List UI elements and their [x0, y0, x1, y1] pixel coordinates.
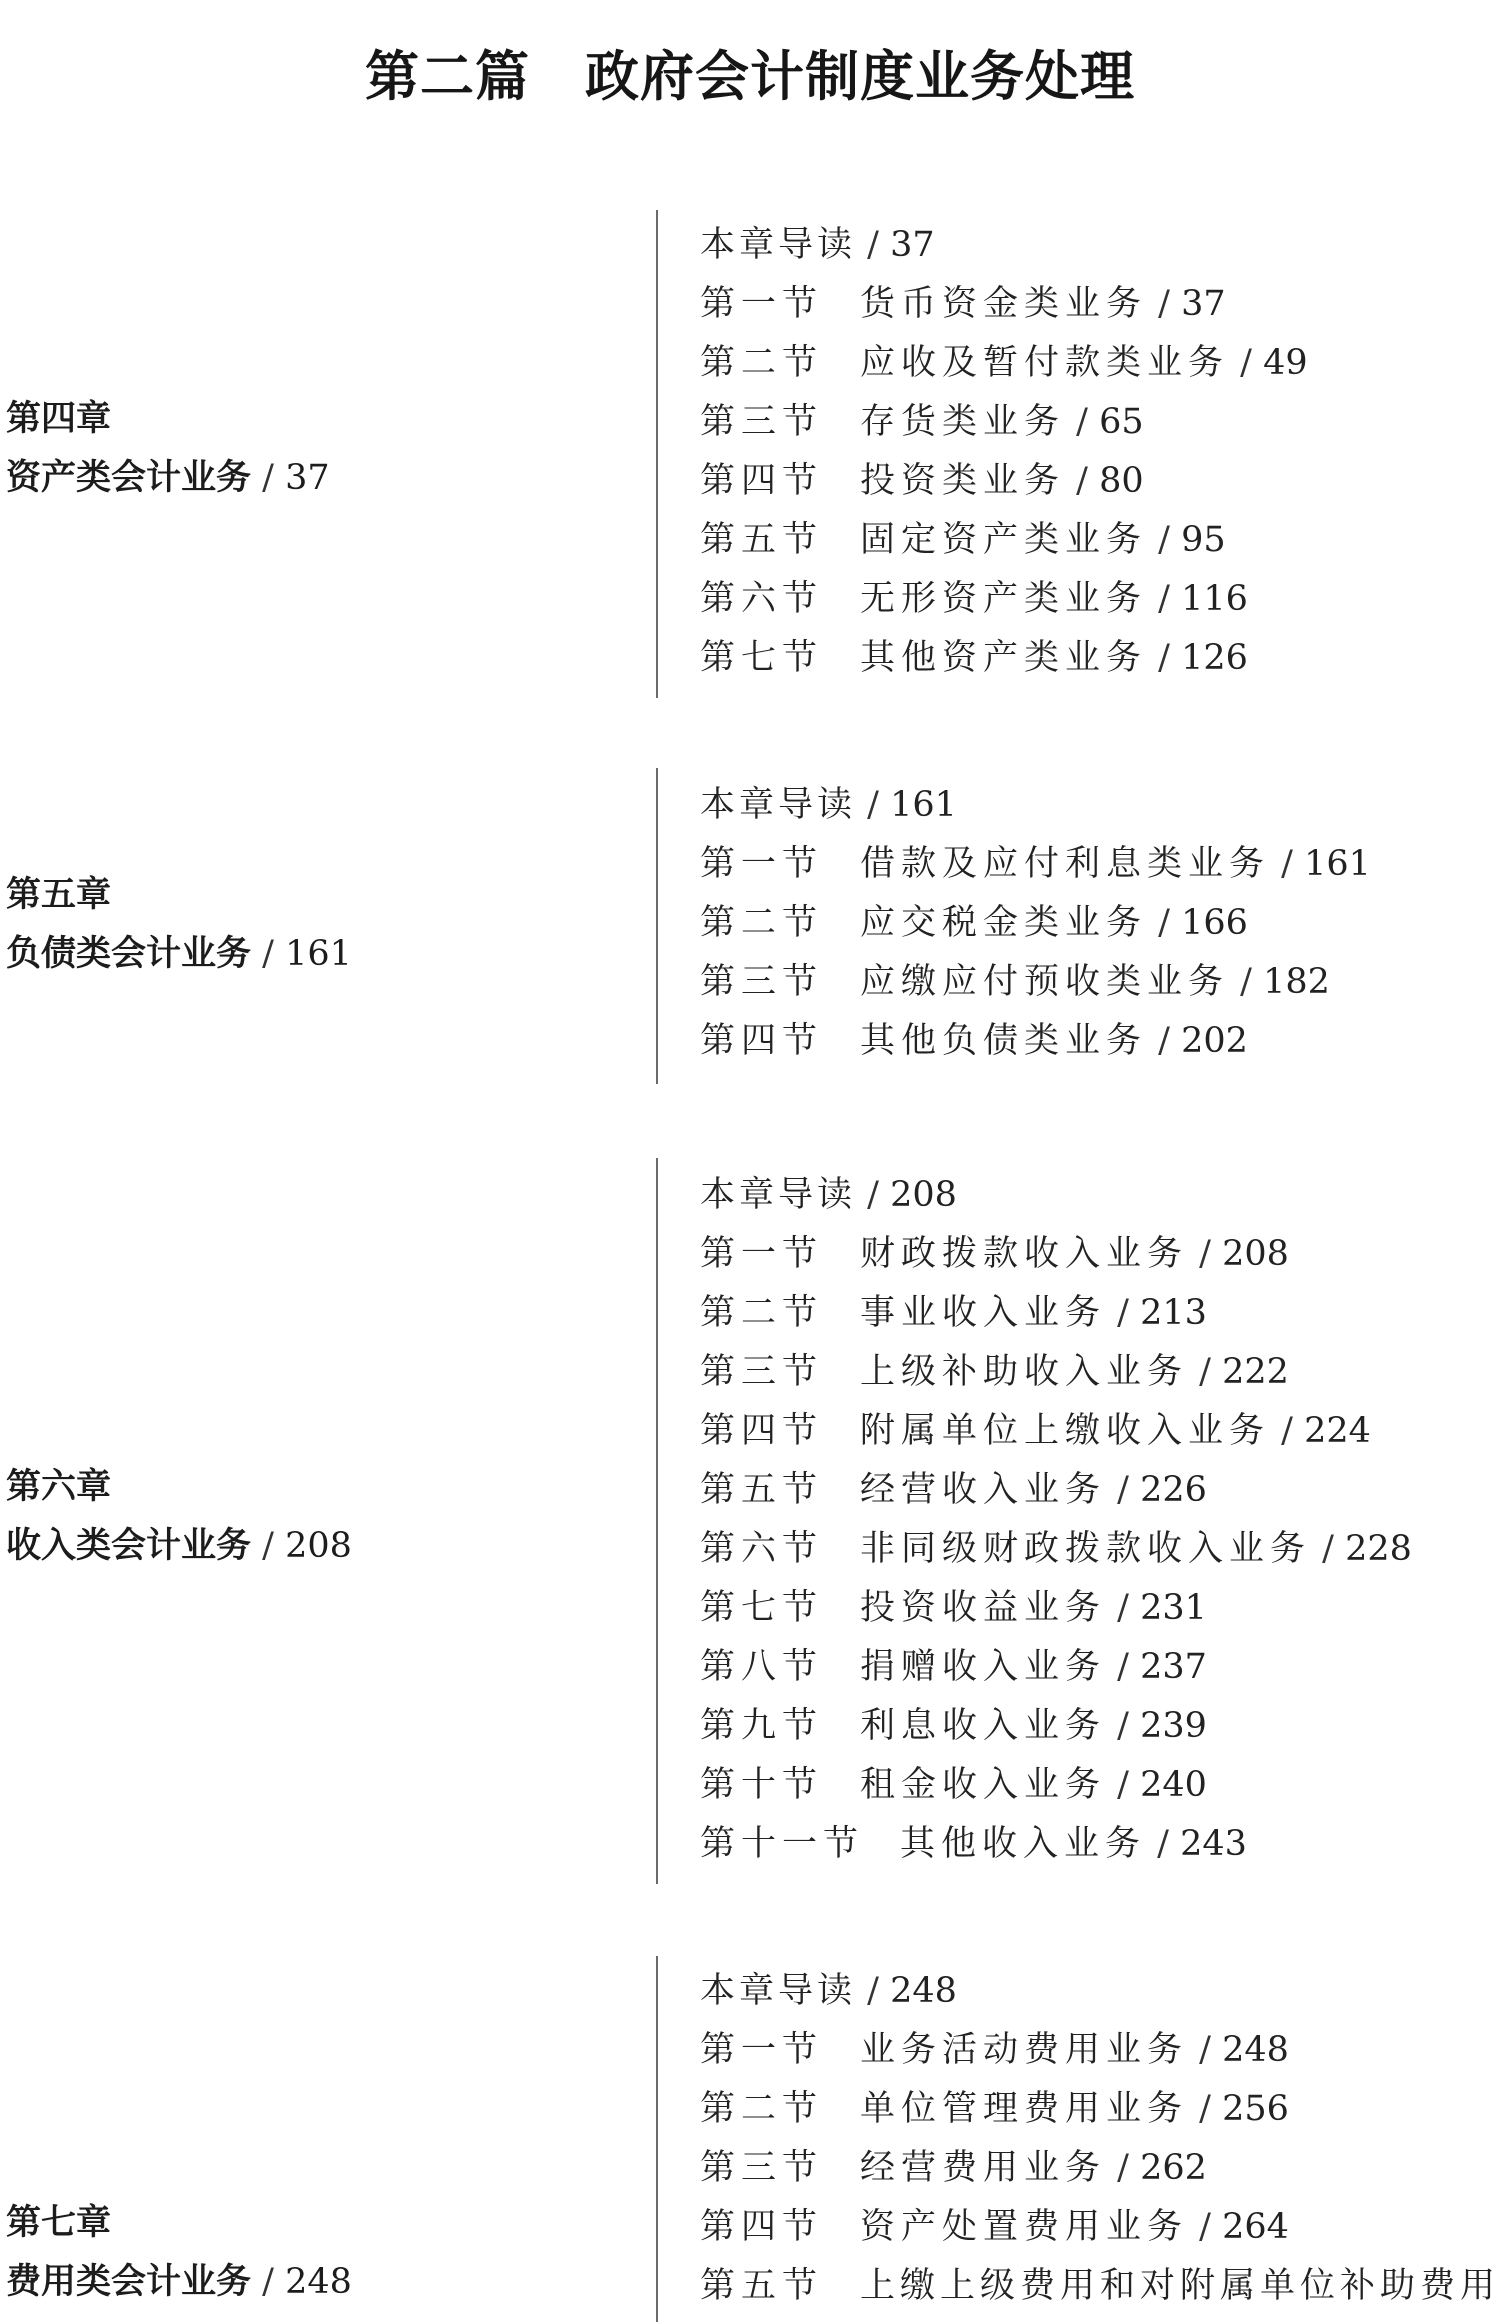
entry-page: 80 [1099, 461, 1144, 501]
toc-entry[interactable]: 第六节 无形资产类业务 / 116 [700, 570, 1308, 629]
entry-title: 上缴上级费用和对附属单位补助费用 [860, 2266, 1500, 2306]
entry-page: 182 [1263, 962, 1330, 1002]
entry-title: 投资类业务 [860, 461, 1066, 501]
entry-page: 231 [1140, 1588, 1207, 1628]
entry-title: 业务活动费用业务 [860, 2030, 1189, 2070]
chapter-page: 248 [285, 2262, 352, 2302]
entry-page: 226 [1140, 1470, 1207, 1510]
toc-entry[interactable]: 第一节 货币资金类业务 / 37 [700, 275, 1308, 334]
chapter-title-line: 资产类会计业务 / 37 [6, 458, 330, 498]
entry-title: 经营收入业务 [860, 1470, 1107, 1510]
entry-title: 无形资产类业务 [860, 579, 1148, 619]
entry-number: 第九节 [700, 1706, 824, 1746]
entry-page: 161 [1304, 844, 1371, 884]
entry-number: 第四节 [700, 461, 824, 501]
entry-page: 262 [1140, 2148, 1207, 2188]
entry-title: 应收及暂付款类业务 [860, 343, 1230, 383]
toc-entry[interactable]: 第三节 存货类业务 / 65 [700, 393, 1308, 452]
toc-entry[interactable]: 第一节 业务活动费用业务 / 248 [700, 2021, 1500, 2080]
toc-entry[interactable]: 本章导读 / 248 [700, 1971, 957, 2011]
toc-entry[interactable]: 第四节 其他负债类业务 / 202 [700, 1012, 1371, 1071]
entry-page: 166 [1181, 903, 1248, 943]
section-list [700, 1166, 1412, 1874]
entry-number: 第一节 [700, 1234, 824, 1274]
chapter-title-line: 负债类会计业务 / 161 [6, 934, 352, 974]
chapter-heading [6, 1458, 352, 1576]
chapter-title: 费用类会计业务 [6, 2262, 252, 2302]
entry-title: 其他资产类业务 [860, 638, 1148, 678]
entry-page: 237 [1140, 1647, 1207, 1687]
section-list [700, 776, 1371, 1071]
entry-number: 第二节 [700, 2089, 824, 2129]
entry-number: 第六节 [700, 1529, 824, 1569]
toc-entry[interactable]: 第五节 固定资产类业务 / 95 [700, 511, 1308, 570]
entry-number: 第三节 [700, 1352, 824, 1392]
entry-title: 租金收入业务 [860, 1765, 1107, 1805]
toc-entry[interactable]: 第二节 事业收入业务 / 213 [700, 1284, 1412, 1343]
entry-number: 第四节 [700, 1411, 824, 1451]
entry-number: 第七节 [700, 1588, 824, 1628]
toc-entry[interactable]: 第十节 租金收入业务 / 240 [700, 1756, 1412, 1815]
entry-number: 第十节 [700, 1765, 824, 1805]
entry-number: 第六节 [700, 579, 824, 619]
entry-number: 第二节 [700, 343, 824, 383]
divider-line [656, 210, 658, 698]
entry-page: 208 [890, 1175, 957, 1215]
toc-entry[interactable]: 第七节 其他资产类业务 / 126 [700, 629, 1308, 688]
section-list [700, 216, 1308, 688]
chapter-title-line: 费用类会计业务 / 248 [6, 2262, 352, 2302]
entry-page: 248 [890, 1971, 957, 2011]
toc-entry[interactable]: 第八节 捐赠收入业务 / 237 [700, 1638, 1412, 1697]
entry-number: 第三节 [700, 2148, 824, 2188]
entry-number: 第一节 [700, 2030, 824, 2070]
entry-page: 243 [1180, 1824, 1247, 1864]
entry-page: 222 [1222, 1352, 1289, 1392]
entry-title: 应交税金类业务 [860, 903, 1148, 943]
entry-page: 161 [890, 785, 957, 825]
entry-page: 37 [1181, 284, 1226, 324]
entry-number: 第四节 [700, 1021, 824, 1061]
entry-page: 248 [1222, 2030, 1289, 2070]
part-title: 第二篇 政府会计制度业务处理 [365, 45, 1135, 108]
entry-number: 第一节 [700, 284, 824, 324]
chapter-title: 收入类会计业务 [6, 1526, 252, 1566]
entry-title: 事业收入业务 [860, 1293, 1107, 1333]
entry-title: 其他收入业务 [900, 1824, 1147, 1864]
entry-title: 上级补助收入业务 [860, 1352, 1189, 1392]
entry-title: 财政拨款收入业务 [860, 1234, 1189, 1274]
chapter-title: 资产类会计业务 [6, 458, 252, 498]
toc-entry[interactable]: 第四节 附属单位上缴收入业务 / 224 [700, 1402, 1412, 1461]
entry-page: 224 [1304, 1411, 1371, 1451]
entry-number: 第五节 [700, 1470, 824, 1510]
entry-label: 本章导读 [700, 1971, 857, 2011]
entry-number: 第二节 [700, 1293, 824, 1333]
chapter-heading [6, 866, 352, 984]
entry-title: 借款及应付利息类业务 [860, 844, 1271, 884]
toc-entry[interactable]: 本章导读 / 208 [700, 1175, 957, 1215]
entry-title: 存货类业务 [860, 402, 1066, 442]
entry-number: 第二节 [700, 903, 824, 943]
entry-page: 202 [1181, 1021, 1248, 1061]
entry-page: 208 [1222, 1234, 1289, 1274]
divider-line [656, 1956, 658, 2322]
toc-entry[interactable]: 第九节 利息收入业务 / 239 [700, 1697, 1412, 1756]
entry-title: 其他负债类业务 [860, 1021, 1148, 1061]
entry-number: 第三节 [700, 402, 824, 442]
toc-entry[interactable]: 第二节 应收及暂付款类业务 / 49 [700, 334, 1308, 393]
entry-page: 239 [1140, 1706, 1207, 1746]
entry-title: 应缴应付预收类业务 [860, 962, 1230, 1002]
entry-page: 37 [890, 225, 935, 265]
entry-title: 固定资产类业务 [860, 520, 1148, 560]
chapter-number: 第七章 [6, 2203, 112, 2243]
chapter-number: 第六章 [6, 1467, 112, 1507]
entry-number: 第八节 [700, 1647, 824, 1687]
entry-title: 利息收入业务 [860, 1706, 1107, 1746]
entry-title: 投资收益业务 [860, 1588, 1107, 1628]
chapter-number: 第四章 [6, 399, 112, 439]
entry-number: 第三节 [700, 962, 824, 1002]
toc-entry[interactable]: 本章导读 / 161 [700, 785, 957, 825]
entry-label: 本章导读 [700, 1175, 857, 1215]
toc-entry[interactable]: 第二节 单位管理费用业务 / 256 [700, 2080, 1500, 2139]
entry-page: 95 [1181, 520, 1226, 560]
entry-number: 第十一节 [700, 1824, 865, 1864]
entry-title: 附属单位上缴收入业务 [860, 1411, 1271, 1451]
toc-entry[interactable]: 第五节 经营收入业务 / 226 [700, 1461, 1412, 1520]
entry-label: 本章导读 [700, 785, 857, 825]
entry-label: 本章导读 [700, 225, 857, 265]
toc-entry[interactable]: 第十一节 其他收入业务 / 243 [700, 1815, 1412, 1874]
entry-page: 49 [1263, 343, 1308, 383]
toc-entry[interactable]: 第三节 经营费用业务 / 262 [700, 2139, 1500, 2198]
section-list [700, 1962, 1500, 2316]
divider-line [656, 768, 658, 1084]
entry-number: 第五节 [700, 2266, 824, 2306]
chapter-page: 208 [285, 1526, 352, 1566]
chapter-number: 第五章 [6, 875, 112, 915]
entry-page: 228 [1345, 1529, 1412, 1569]
entry-title: 捐赠收入业务 [860, 1647, 1107, 1687]
toc-entry[interactable]: 第七节 投资收益业务 / 231 [700, 1579, 1412, 1638]
toc-entry[interactable]: 第四节 资产处置费用业务 / 264 [700, 2198, 1500, 2257]
toc-entry[interactable]: 第一节 借款及应付利息类业务 / 161 [700, 835, 1371, 894]
chapter-page: 161 [285, 934, 352, 974]
toc-entry[interactable]: 第三节 上级补助收入业务 / 222 [700, 1343, 1412, 1402]
entry-page: 240 [1140, 1765, 1207, 1805]
divider-line [656, 1158, 658, 1884]
chapter-page: 37 [285, 458, 330, 498]
entry-title: 货币资金类业务 [860, 284, 1148, 324]
entry-number: 第七节 [700, 638, 824, 678]
toc-entry[interactable]: 第六节 非同级财政拨款收入业务 / 228 [700, 1520, 1412, 1579]
chapter-heading [6, 2194, 352, 2312]
toc-entry[interactable]: 本章导读 / 37 [700, 225, 935, 265]
toc-entry[interactable]: 第三节 应缴应付预收类业务 / 182 [700, 953, 1371, 1012]
entry-page: 213 [1140, 1293, 1207, 1333]
entry-number: 第五节 [700, 520, 824, 560]
toc-entry[interactable]: 第二节 应交税金类业务 / 166 [700, 894, 1371, 953]
toc-entry[interactable]: 第四节 投资类业务 / 80 [700, 452, 1308, 511]
entry-page: 256 [1222, 2089, 1289, 2129]
chapter-title-line: 收入类会计业务 / 208 [6, 1526, 352, 1566]
entry-page: 264 [1222, 2207, 1289, 2247]
toc-entry[interactable]: 第一节 财政拨款收入业务 / 208 [700, 1225, 1412, 1284]
entry-title: 经营费用业务 [860, 2148, 1107, 2188]
entry-title: 非同级财政拨款收入业务 [860, 1529, 1312, 1569]
entry-number: 第四节 [700, 2207, 824, 2247]
entry-number: 第一节 [700, 844, 824, 884]
toc-entry[interactable] [700, 2257, 1500, 2316]
chapter-heading [6, 390, 330, 508]
entry-title: 资产处置费用业务 [860, 2207, 1189, 2247]
entry-title: 单位管理费用业务 [860, 2089, 1189, 2129]
chapter-title: 负债类会计业务 [6, 934, 252, 974]
entry-page: 116 [1181, 579, 1248, 619]
entry-page: 126 [1181, 638, 1248, 678]
entry-page: 65 [1099, 402, 1144, 442]
